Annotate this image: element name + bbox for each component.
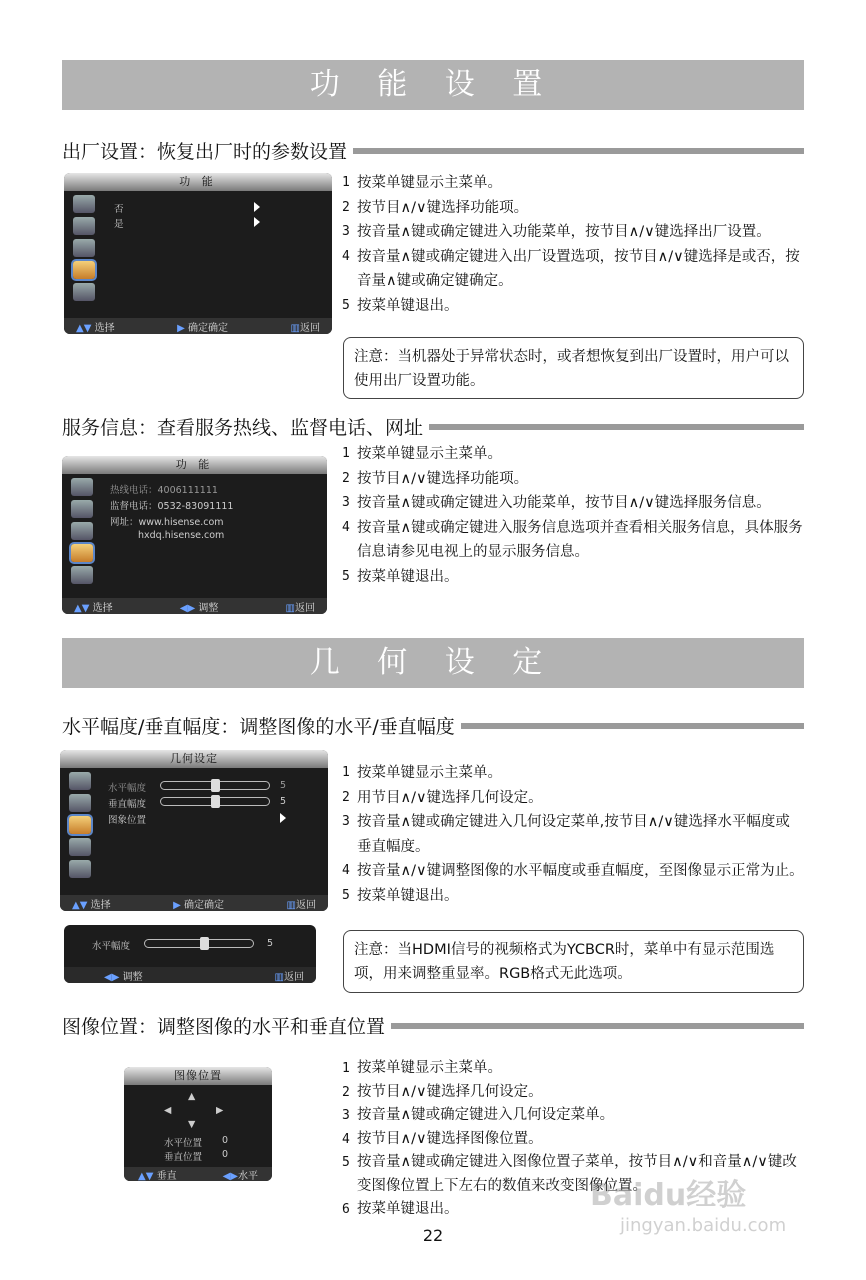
footer-adjust: 调整 [198, 602, 219, 614]
tv-menu-header: 功 能 [64, 173, 332, 191]
h-size-value: 5 [280, 780, 287, 791]
footer-select: 选择 [90, 899, 111, 911]
geometry-icon [71, 566, 93, 584]
steps-size [342, 761, 804, 908]
picture-icon [69, 772, 91, 790]
function-icon [73, 261, 95, 279]
step-item: 6 按菜单键退出。 [342, 1198, 804, 1222]
tv-menu-sidebar [65, 772, 95, 878]
left-right-arrows-icon: ◀▶ [104, 971, 120, 983]
step-text: 按音量∧键或确定键进入出厂设置选项，按节目∧/∨键选择是或否，按音量∧键或确定键确定。 [357, 248, 800, 289]
step-text: 按音量∧键或确定键进入几何设定菜单。 [357, 1107, 615, 1123]
slider-track [144, 938, 254, 949]
left-right-arrows-icon: ◀▶ [222, 1170, 238, 1181]
section-title-text: 服务信息：查看服务热线、监督电话、网址 [62, 417, 424, 439]
left-right-arrows-icon: ◀▶ [179, 602, 196, 614]
channel-icon [73, 239, 95, 257]
step-item: 3 按音量∧键或确定键进入几何设定菜单,按节目∧/∨键选择水平幅度或垂直幅度。 [342, 810, 804, 859]
step-text: 按音量∧键或确定键进入服务信息选项并查看相关服务信息，具体服务信息请参见电视上的显示服务信息。 [357, 519, 803, 560]
footer-horizontal: 水平 [238, 1170, 258, 1181]
footer-return: 返回 [284, 971, 304, 983]
footer-select: 选择 [94, 322, 115, 334]
tv-menu-header: 功 能 [62, 456, 327, 474]
function-icon [71, 544, 93, 562]
step-text: 按音量∧键或确定键进入功能菜单，按节目∧/∨键选择出厂设置。 [357, 224, 771, 240]
steps-service-info [342, 442, 804, 589]
picture-icon [71, 478, 93, 496]
up-arrow-icon: ▲ [188, 1091, 196, 1102]
step-item: 5 按菜单键退出。 [342, 294, 804, 319]
step-text: 按菜单键退出。 [357, 887, 459, 904]
step-item: 5 按音量∧键或确定键进入图像位置子菜单，按节目∧/∨和音量∧/∨键改变图像位置上下左右的数值来改变图像位置。 [342, 1151, 804, 1198]
down-arrow-icon: ▼ [188, 1119, 196, 1130]
arrow-right-icon [254, 217, 260, 230]
up-down-arrows-icon: ▲▼ [72, 899, 88, 911]
sound-icon [71, 500, 93, 518]
tv-menu-footer [60, 895, 328, 911]
v-position-value: 0 [222, 1149, 229, 1160]
step-item: 4 按节目∧/∨键选择图像位置。 [342, 1128, 804, 1152]
up-down-arrows-icon: ▲▼ [138, 1170, 154, 1181]
step-text: 按节目∧/∨键选择功能项。 [357, 470, 529, 487]
h-size-slider [160, 780, 270, 791]
sound-icon [73, 217, 95, 235]
step-item: 2 按节目∧/∨键选择功能项。 [342, 196, 804, 221]
v-position-label: 垂直位置 [164, 1152, 203, 1163]
tv-slider-bar [64, 925, 316, 983]
step-text: 按菜单键显示主菜单。 [357, 765, 502, 781]
title-rule [429, 424, 804, 430]
section-title-text: 出厂设置：恢复出厂时的参数设置 [62, 141, 348, 163]
slider-label: 水平幅度 [92, 941, 131, 952]
geometry-icon [69, 816, 91, 834]
menu-icon: ▥ [290, 322, 300, 334]
channel-icon [71, 522, 93, 540]
section-banner-geometry: 几 何 设 定 [62, 638, 804, 688]
title-rule [461, 723, 804, 729]
tv-slider-footer [64, 967, 316, 983]
tv-menu-geometry [60, 750, 328, 911]
h-size-label: 水平幅度 [108, 783, 147, 794]
step-text: 按菜单键退出。 [357, 1201, 459, 1217]
step-text: 按菜单键退出。 [357, 297, 459, 314]
step-text: 按音量∧键或确定键进入功能菜单，按节目∧/∨键选择服务信息。 [357, 495, 771, 511]
right-arrow-icon: ▶ [177, 322, 185, 334]
step-item: 3 按音量∧键或确定键进入几何设定菜单。 [342, 1104, 804, 1128]
step-item: 5 按菜单键退出。 [342, 884, 804, 909]
step-text: 按节目∧/∨键选择图像位置。 [357, 1130, 543, 1147]
baidu-watermark-logo: Baidu经验 [590, 1178, 747, 1213]
tv-menu-sidebar [69, 195, 99, 301]
footer-return: 返回 [299, 322, 320, 334]
v-size-value: 5 [280, 796, 287, 807]
menu-icon: ▥ [285, 602, 295, 614]
title-rule [391, 1023, 804, 1029]
step-text: 按菜单键显示主菜单。 [357, 1060, 502, 1076]
up-down-arrows-icon: ▲▼ [76, 322, 92, 334]
supervision-phone-text: 监督电话：0532-83091111 [110, 501, 234, 512]
menu-icon: ▥ [286, 899, 296, 911]
option-no: 否 [114, 204, 124, 215]
arrow-right-icon [280, 813, 286, 826]
sound-icon [69, 794, 91, 812]
section-title-factory-reset [62, 137, 804, 164]
note-factory-reset: 注意：当机器处于异常状态时，或者想恢复到出厂设置时，用户可以使用出厂设置功能。 [343, 337, 804, 399]
step-text: 按菜单键显示主菜单。 [357, 175, 502, 191]
step-item: 1 按菜单键显示主菜单。 [342, 442, 804, 467]
step-text: 按菜单键显示主菜单。 [357, 446, 502, 462]
section-title-text: 图像位置：调整图像的水平和垂直位置 [62, 1016, 386, 1038]
footer-select: 选择 [92, 602, 113, 614]
footer-return: 返回 [295, 899, 316, 911]
tv-menu-footer [124, 1167, 272, 1181]
step-item: 4 按音量∧键或确定键进入出厂设置选项，按节目∧/∨键选择是或否，按音量∧键或确定键确定。 [342, 245, 804, 294]
step-item: 4 按音量∧/∨键调整图像的水平幅度或垂直幅度，至图像显示正常为止。 [342, 859, 804, 884]
note-hdmi: 注意：当HDMI信号的视频格式为YCBCR时，菜单中有显示范围选项，用来调整重显率。RGB格式无此选项。 [343, 930, 804, 993]
arrow-right-icon [254, 202, 260, 215]
tv-menu-header: 几何设定 [60, 750, 328, 768]
option-yes: 是 [114, 219, 124, 230]
tv-menu-image-position [124, 1067, 272, 1181]
step-item: 2 按节目∧/∨键选择功能项。 [342, 467, 804, 492]
section-title-size [62, 712, 804, 739]
tv-menu-header: 图像位置 [124, 1067, 272, 1085]
step-text: 按音量∧键或确定键进入几何设定菜单,按节目∧/∨键选择水平幅度或垂直幅度。 [357, 814, 790, 855]
step-item: 3 按音量∧键或确定键进入功能菜单，按节目∧/∨键选择出厂设置。 [342, 220, 804, 245]
step-text: 按音量∧/∨键调整图像的水平幅度或垂直幅度，至图像显示正常为止。 [357, 863, 804, 879]
page-number: 22 [422, 1226, 444, 1245]
tv-menu-footer [62, 598, 327, 614]
left-arrow-icon: ◀ [164, 1105, 172, 1116]
step-text: 按节目∧/∨键选择功能项。 [357, 199, 529, 216]
channel-icon [69, 838, 91, 856]
footer-return: 返回 [294, 602, 315, 614]
right-arrow-icon: ▶ [173, 899, 181, 911]
v-size-label: 垂直幅度 [108, 799, 147, 810]
geometry-icon [73, 283, 95, 301]
step-item: 2 用节目∧/∨键选择几何设定。 [342, 786, 804, 811]
section-title-service-info [62, 413, 804, 440]
step-text: 用节目∧/∨键选择几何设定。 [357, 789, 543, 806]
section-banner-function: 功 能 设 置 [62, 60, 804, 110]
website-text: 网址：www.hisense.com [110, 517, 224, 528]
tv-menu-factory-reset [64, 173, 332, 334]
website-text-2: hxdq.hisense.com [138, 530, 225, 541]
section-title-position [62, 1012, 804, 1039]
up-down-arrows-icon: ▲▼ [74, 602, 90, 614]
step-item: 1 按菜单键显示主菜单。 [342, 761, 804, 786]
tv-menu-sidebar [67, 478, 97, 584]
tv-menu-service-info [62, 456, 327, 614]
baidu-watermark-url: jingyan.baidu.com [620, 1215, 787, 1236]
step-item: 2 按节目∧/∨键选择几何设定。 [342, 1081, 804, 1105]
image-position-label: 图象位置 [108, 815, 147, 826]
h-position-value: 0 [222, 1135, 229, 1146]
tv-menu-footer [64, 318, 332, 334]
step-item: 4 按音量∧键或确定键进入服务信息选项并查看相关服务信息，具体服务信息请参见电视上的显示服务信息。 [342, 516, 804, 565]
h-position-label: 水平位置 [164, 1138, 203, 1149]
function-icon [69, 860, 91, 878]
step-item: 3 按音量∧键或确定键进入功能菜单，按节目∧/∨键选择服务信息。 [342, 491, 804, 516]
steps-factory-reset [342, 171, 804, 318]
hotline-text: 热线电话：4006111111 [110, 485, 218, 496]
footer-vertical: 垂直 [156, 1170, 177, 1181]
section-title-text: 水平幅度/垂直幅度：调整图像的水平/垂直幅度 [62, 716, 455, 738]
menu-icon: ▥ [274, 971, 284, 983]
footer-confirm: 确定确定 [184, 899, 224, 911]
v-size-slider [160, 796, 270, 807]
step-text: 按菜单键退出。 [357, 568, 459, 585]
step-text: 按节目∧/∨键选择几何设定。 [357, 1083, 543, 1100]
footer-adjust: 调整 [122, 971, 143, 983]
picture-icon [73, 195, 95, 213]
step-item: 1 按菜单键显示主菜单。 [342, 1057, 804, 1081]
slider-value: 5 [267, 938, 274, 949]
right-arrow-icon: ▶ [216, 1105, 224, 1116]
step-item: 1 按菜单键显示主菜单。 [342, 171, 804, 196]
title-rule [353, 148, 804, 154]
footer-confirm: 确定确定 [188, 322, 228, 334]
step-item: 5 按菜单键退出。 [342, 565, 804, 590]
step-text: 按音量∧键或确定键进入图像位置子菜单，按节目∧/∨和音量∧/∨键改变图像位置上下左右的数值来改变图像位置。 [357, 1154, 797, 1194]
